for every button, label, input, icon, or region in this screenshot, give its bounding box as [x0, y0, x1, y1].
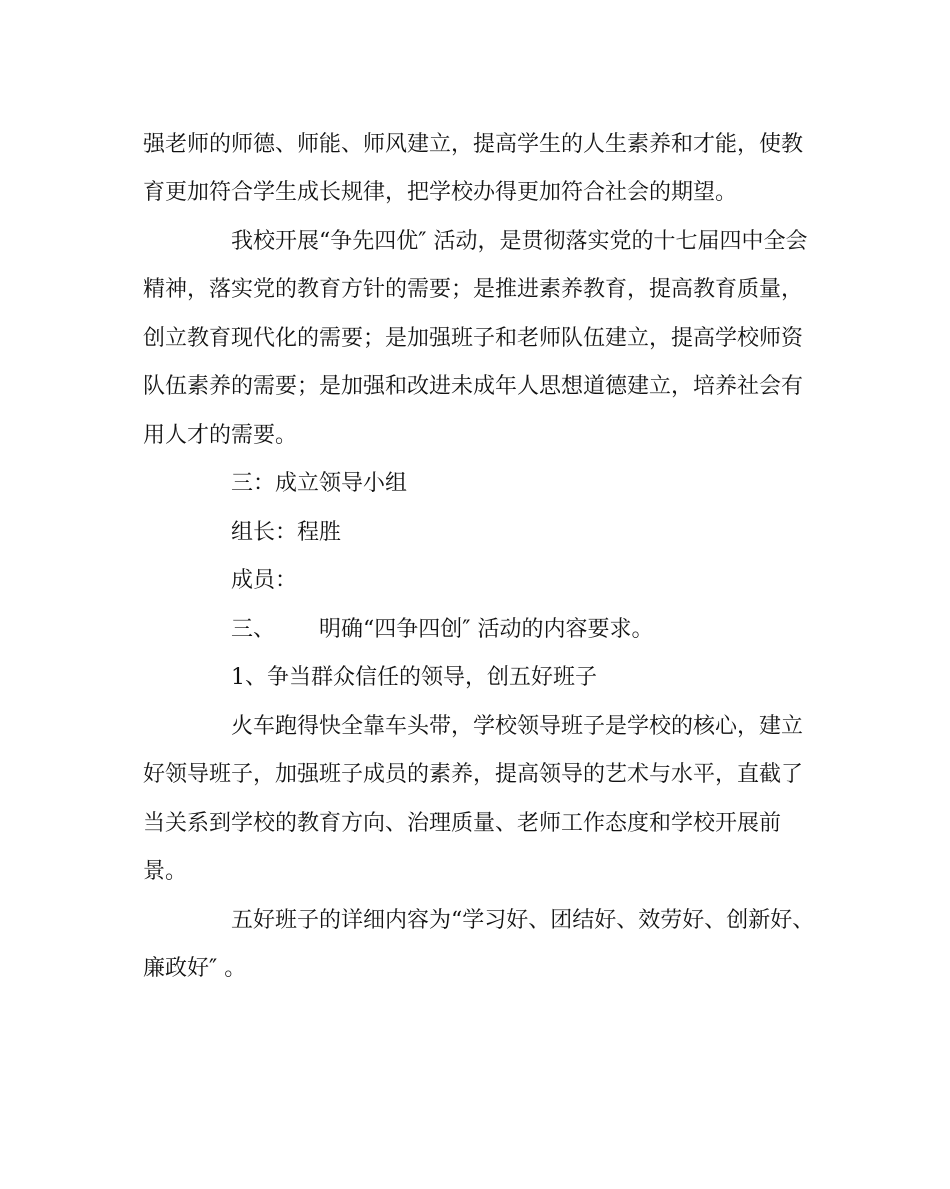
group-leader: 组长：程胜 — [231, 520, 342, 545]
text-line: 廉政好″ 。 — [143, 956, 247, 981]
section-heading: 三：成立领导小组 — [231, 471, 408, 496]
paragraph-start: 五好班子的详细内容为“学习好、团结好、效劳好、创新好、 — [231, 908, 815, 933]
paragraph-start: 我校开展“争先四优″ 活动，是贯彻落实党的十七届四中全会 — [231, 229, 808, 254]
text-line: 队伍素养的需要；是加强和改进未成年人思想道德建立，培养社会有 — [143, 374, 804, 399]
text-line: 创立教育现代化的需要；是加强班子和老师队伍建立，提高学校师资 — [143, 326, 804, 351]
group-members: 成员： — [231, 568, 298, 593]
text-line: 育更加符合学生成长规律，把学校办得更加符合社会的期望。 — [143, 180, 738, 205]
section-title: 明确“四争四创″ 活动的内容要求。 — [319, 617, 654, 642]
text-line: 强老师的师德、师能、师风建立，提高学生的人生素养和才能，使教 — [143, 132, 804, 157]
text-line: 精神，落实党的教育方针的需要；是推进素养教育，提高教育质量， — [143, 277, 804, 302]
text-line: 景。 — [143, 859, 188, 884]
subsection-heading: 1、争当群众信任的领导，创五好班子 — [231, 665, 597, 690]
paragraph-start: 火车跑得快全靠车头带，学校领导班子是学校的核心，建立 — [231, 714, 804, 739]
section-heading — [231, 615, 911, 645]
text-line: 当关系到学校的教育方向、治理质量、老师工作态度和学校开展前 — [143, 811, 782, 836]
text-line: 用人才的需要。 — [143, 423, 298, 448]
section-number: 三、 — [231, 617, 276, 642]
text-line: 好领导班子，加强班子成员的素养，提高领导的艺术与水平，直截了 — [143, 762, 804, 787]
